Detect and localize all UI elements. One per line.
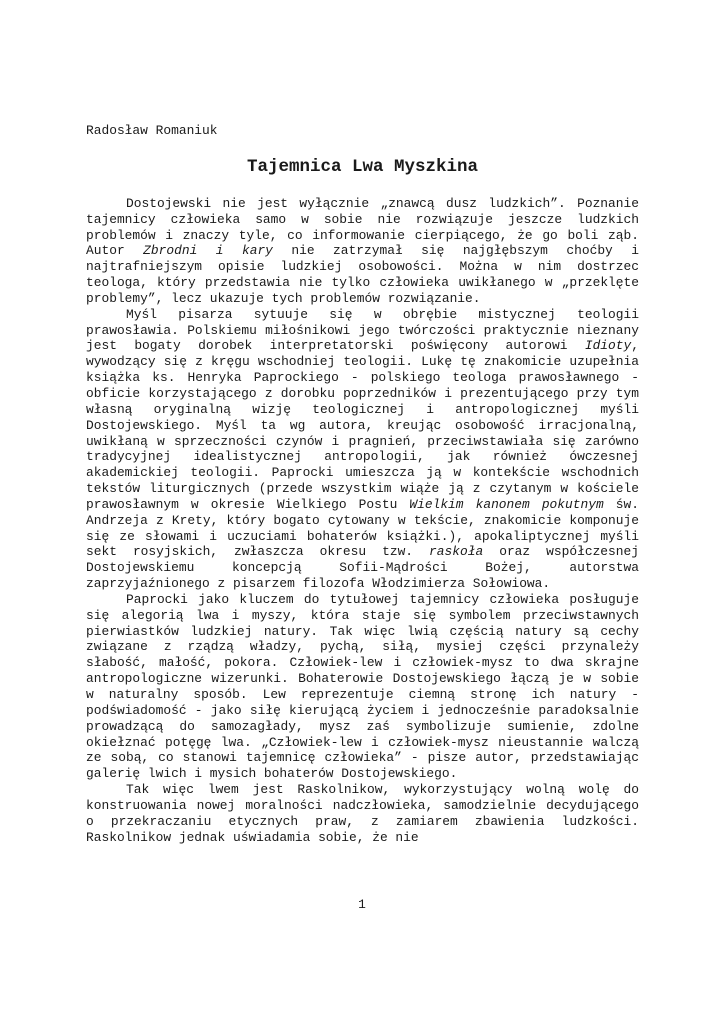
document-title: Tajemnica Lwa Myszkina: [246, 156, 479, 177]
text-run: oraz współczesnej Dostojewskiemu koncepcją Sofii-Mądrości Bożej, autorstwa zaprzyjaźnionego z pisarzem filozofa Włodzimierza Sołowiowa.: [86, 544, 639, 592]
text-run: , wywodzący się z kręgu wschodniej teologii. Lukę tę znakomicie uzupełnia książka ks. Henryka Paprockiego - polskiego teologa prawosławnego - obficie korzystającego z dorobku poprzedników i prezentującego przy tym własną oryginalną wizję teologicznej i antropologicznej myśli Dostojewskiego. Myśl ta wg autora, kreując osobowość irracjonalną, uwikłaną w sprzeczności czynów i pragnień, przeciwstawiała się zarówno tradycyjnej idealistycznej antropologii, jak również ówczesnej akademickiej teologii. Paprocki umieszcza ją w kontekście wschodnich tekstów liturgicznych (przede wszystkim wiąże ją z czytanym w kościele prawosławnym w okresie Wielkiego Postu: [86, 338, 639, 512]
italic-title: Idioty: [584, 338, 632, 354]
text-run: św. Andrzeja z Krety, który bogato cytowany w tekście, znakomicie komponuje się ze słowami i uczuciami bohaterów książki.), apokaliptycznej myśli sekt rosyjskich, zwłaszcza okresu tzw.: [86, 496, 639, 560]
text-run: Tak więc lwem jest Raskolnikow, wykorzystujący wolną wolę do konstruowania nowej moralności nadczłowieka, samodzielnie decydującego o przekraczaniu etycznych praw, z zamiarem zbawienia ludzkości. Raskolnikow jednak uświadamia sobie, że nie: [86, 782, 639, 845]
text-run: Myśl pisarza sytuuje się w obrębie mistycznej teologii prawosławia. Polskiemu miłośnikowi jego twórczości praktycznie nieznany jest bogaty dorobek interpretatorski poświęcony autorowi: [86, 306, 639, 354]
paragraph: [86, 196, 639, 307]
paragraph: [86, 782, 639, 845]
paragraph: [86, 307, 639, 592]
italic-title: Zbrodni i kary: [143, 243, 273, 259]
page-number: 1: [358, 897, 366, 912]
text-run: Paprocki jako kluczem do tytułowej tajemnicy człowieka posługuje się alegorią lwa i myszy, która staje się symbolem przeciwstawnych pierwiastków ludzkiej natury. Tak więc lwią częścią natury są cechy związane z rządzą władzy, pychą, siłą, mysiej części przynależy słabość, małość, pokora. Człowiek-lew i człowiek-mysz to dwa skrajne antropologiczne wizerunki. Bohaterowie Dostojewskiego łączą je w sobie w naturalny sposób. Lew reprezentuje ciemną stronę ich natury - podświadomość - jako siłę kierującą życiem i jednocześnie paradoksalnie prowadzącą do samozagłady, mysz zaś symbolizuje sumienie, zdolne okiełznać potęgę lwa. „Człowiek-lew i człowiek-mysz nieustannie walczą ze sobą, co stanowi tajemnicę człowieka” - pisze autor, przedstawiając galerię lwich i mysich bohaterów Dostojewskiego.: [86, 591, 639, 782]
italic-term: raskoła: [429, 544, 484, 560]
paragraph: [86, 592, 639, 782]
text-run: nie zatrzymał się najgłębszym choćby i najtrafniejszym opisie ludzkiej osobowości. Można w nim dostrzec teologa, który przedstawia nie tylko człowieka uwikłanego w „przeklęte problemy”, lecz ukazuje tych problemów rozwiązanie.: [86, 243, 639, 306]
document-page: [86, 123, 639, 845]
italic-title: Wielkim kanonem pokutnym: [409, 496, 604, 512]
author-name: Radosław Romaniuk: [86, 123, 218, 138]
text-run: Dostojewski nie jest wyłącznie „znawcą dusz ludzkich”. Poznanie tajemnicy człowieka samo w sobie nie rozwiązuje jeszcze ludzkich problemów i znaczy tyle, co informowanie cierpiącego, że go boli ząb. Autor: [86, 195, 639, 259]
